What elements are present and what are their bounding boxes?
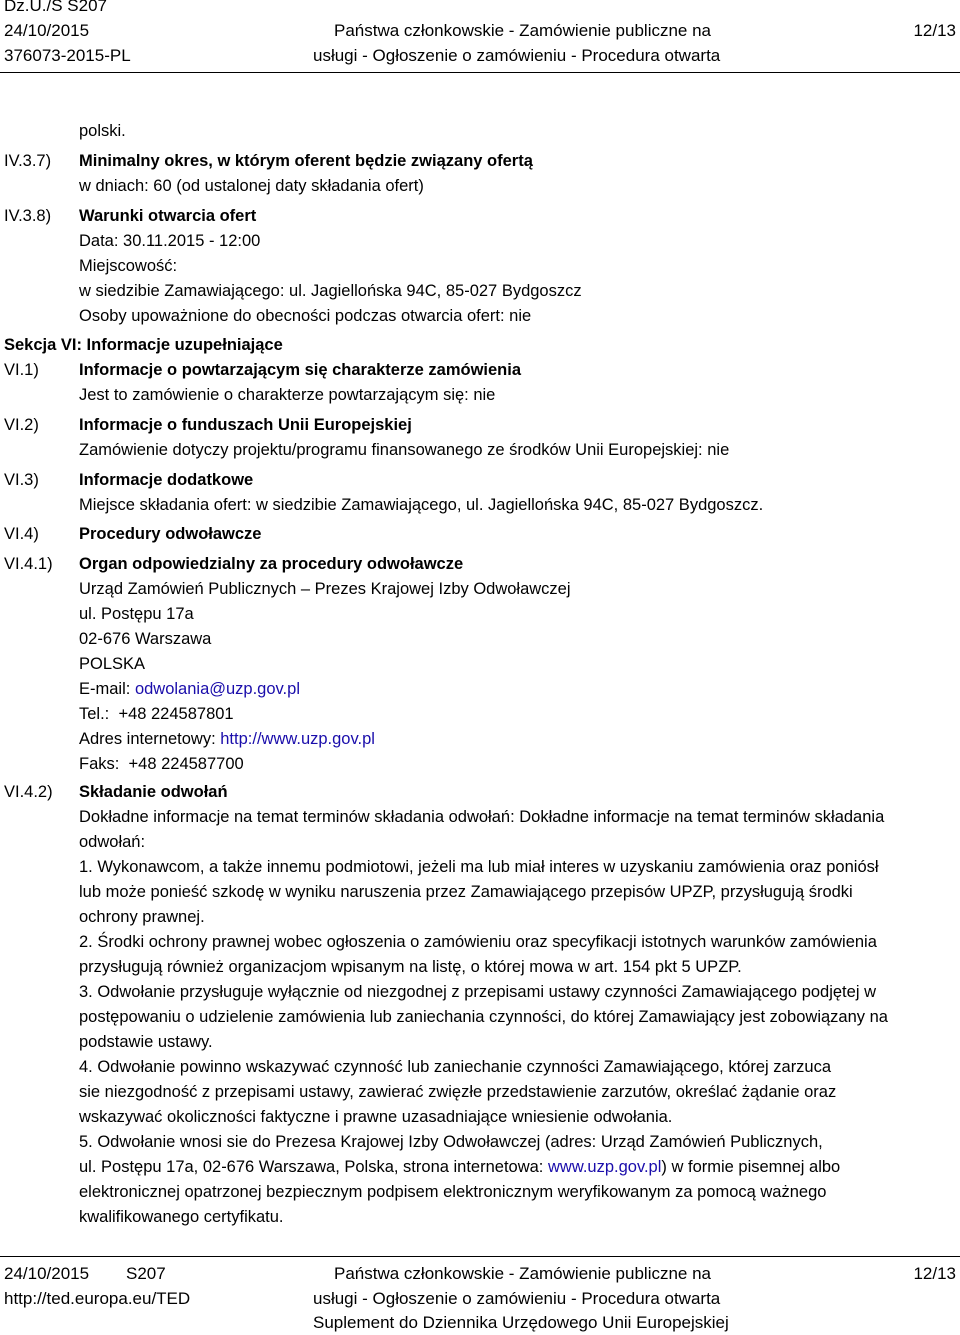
section-vi3	[79, 468, 949, 518]
place-label: Miejscowość:	[79, 257, 178, 275]
appeal-line: przysługują również organizacjom wpisanym na listę, o której mowa w art. 154 pkt 5 UPZP.	[79, 958, 742, 976]
appeal-line: sie niezgodność z przepisami ustawy, zawierać zwięzłe przedstawienie zarzutów, określać żądanie oraz	[79, 1083, 837, 1101]
appeal-line: Dokładne informacje na temat terminów składania odwołań: Dokładne informacje na temat terminów składania	[79, 808, 885, 826]
section-vi4	[79, 522, 949, 547]
org-name: Urząd Zamówień Publicznych – Prezes Krajowej Izby Odwoławczej	[79, 580, 571, 598]
section-num-iv38: IV.3.8)	[4, 207, 52, 225]
footer-page: 12/13	[913, 1264, 956, 1283]
org-city: 02-676 Warszawa	[79, 630, 212, 648]
appeal-line: elektronicznej opatrzonej bezpiecznym podpisem elektronicznym weryfikowanym za pomocą ważnego	[79, 1183, 827, 1201]
appeal-line: ochrony prawnej.	[79, 908, 205, 926]
section-num-vi41: VI.4.1)	[4, 555, 53, 573]
appeal-line: 4. Odwołanie powinno wskazywać czynność lub zaniechanie czynności Zamawiającego, której zarzuca	[79, 1058, 832, 1076]
footer-url: http://ted.europa.eu/TED	[4, 1289, 191, 1308]
appeal-line: kwalifikowanego certyfikatu.	[79, 1208, 284, 1226]
section-vi1	[79, 358, 949, 408]
section-num-vi1: VI.1)	[4, 361, 39, 379]
appeal-line: 2. Środki ochrony prawnej wobec ogłoszenia o zamówieniu oraz specyfikacji istotnych warunków zamówienia	[79, 933, 877, 951]
persons-line: Osoby upoważnione do obecności podczas otwarcia ofert: nie	[79, 307, 532, 325]
footer-series: S207	[126, 1264, 166, 1283]
section-iv38	[79, 204, 949, 329]
appeal-line: odwołań:	[79, 833, 146, 851]
header-title-line2: usługi - Ogłoszenie o zamówieniu - Procedura otwarta	[313, 46, 721, 65]
place-value: w siedzibie Zamawiającego: ul. Jagiellońska 94C, 85-027 Bydgoszcz	[79, 282, 582, 300]
notice-id: 376073-2015-PL	[4, 46, 131, 65]
section-num-iv37: IV.3.7)	[4, 152, 52, 170]
appeal-line: podstawie ustawy.	[79, 1033, 213, 1051]
header-title-line1: Państwa członkowskie - Zamówienie publiczne na	[334, 21, 712, 40]
section-vi-title: Sekcja VI: Informacje uzupełniające	[4, 336, 283, 354]
section-num-vi4: VI.4)	[4, 525, 39, 543]
header-date: 24/10/2015	[4, 21, 90, 40]
footer-title-line2: usługi - Ogłoszenie o zamówieniu - Procedura otwarta	[313, 1289, 721, 1308]
footer-title-line1: Państwa członkowskie - Zamówienie publiczne na	[334, 1264, 712, 1283]
section-line: Jest to zamówienie o charakterze powtarzającym się: nie	[79, 386, 496, 404]
section-vi2	[79, 413, 949, 463]
section-num-vi3: VI.3)	[4, 471, 39, 489]
section-line: Zamówienie dotyczy projektu/programu finansowanego ze środków Unii Europejskiej: nie	[79, 441, 730, 459]
section-num-vi2: VI.2)	[4, 416, 39, 434]
org-tel: Tel.: +48 224587801	[79, 705, 234, 723]
appeal-line: ul. Postępu 17a, 02-676 Warszawa, Polska, strona internetowa: www.uzp.gov.pl) w formie pisemnej albo	[79, 1158, 841, 1176]
appeal-line: 5. Odwołanie wnosi sie do Prezesa Krajowej Izby Odwoławczej (adres: Urząd Zamówień Publicznych,	[79, 1133, 823, 1151]
opening-date: Data: 30.11.2015 - 12:00	[79, 232, 261, 250]
section-num-vi42: VI.4.2)	[4, 783, 53, 801]
footer-rule	[0, 1256, 960, 1257]
section-vi42	[79, 780, 949, 1230]
lang-tail: polski.	[79, 122, 126, 140]
footer-date: 24/10/2015	[4, 1264, 90, 1283]
appeal-line: postępowaniu o udzielenie zamówienia lub zaniechania czynności, do której Zamawiający jest zobowiązany na	[79, 1008, 888, 1026]
email-link[interactable]: odwolania@uzp.gov.pl	[134, 680, 300, 698]
org-street: ul. Postępu 17a	[79, 605, 194, 623]
section-heading: Minimalny okres, w którym oferent będzie związany ofertą	[79, 152, 533, 170]
web-link[interactable]: http://www.uzp.gov.pl	[220, 730, 375, 748]
header-page: 12/13	[913, 21, 956, 40]
footer-title-line3: Suplement do Dziennika Urzędowego Unii Europejskiej	[313, 1313, 729, 1332]
appeal-line: lub może ponieść szkodę w wyniku naruszenia przez Zamawiającego przepisów UPZP, przysługują środki	[79, 883, 853, 901]
section-heading: Informacje dodatkowe	[79, 471, 254, 489]
uzp-link[interactable]: www.uzp.gov.pl	[547, 1158, 662, 1176]
section-heading: Informacje o funduszach Unii Europejskiej	[79, 416, 412, 434]
section-line: Miejsce składania ofert: w siedzibie Zamawiającego, ul. Jagiellońska 94C, 85-027 Bydgoszcz.	[79, 496, 764, 514]
section-line: w dniach: 60 (od ustalonej daty składania ofert)	[79, 177, 424, 195]
org-country: POLSKA	[79, 655, 146, 673]
section-heading: Procedury odwoławcze	[79, 525, 262, 543]
appeal-line: wskazywać okoliczności faktyczne i prawne uzasadniające wniesienie odwołania.	[79, 1108, 673, 1126]
org-fax: Faks: +48 224587700	[79, 755, 244, 773]
header-rule	[0, 72, 960, 73]
section-iv37	[79, 149, 949, 199]
org-web: Adres internetowy: http://www.uzp.gov.pl	[79, 730, 375, 748]
section-vi41	[79, 552, 949, 777]
section-heading: Informacje o powtarzającym się charakterze zamówienia	[79, 361, 522, 379]
section-heading: Składanie odwołań	[79, 783, 228, 801]
section-heading: Organ odpowiedzialny za procedury odwoławcze	[79, 555, 464, 573]
appeal-line: 3. Odwołanie przysługuje wyłącznie od niezgodnej z przepisami ustawy czynności Zamawiającego podjętej w	[79, 983, 876, 1001]
org-email: E-mail: odwolania@uzp.gov.pl	[79, 680, 300, 698]
section-heading: Warunki otwarcia ofert	[79, 207, 257, 225]
journal-ref: Dz.U./S S207	[4, 0, 107, 15]
appeal-line: 1. Wykonawcom, a także innemu podmiotowi, jeżeli ma lub miał interes w uzyskaniu zamówienia oraz poniósł	[79, 858, 879, 876]
